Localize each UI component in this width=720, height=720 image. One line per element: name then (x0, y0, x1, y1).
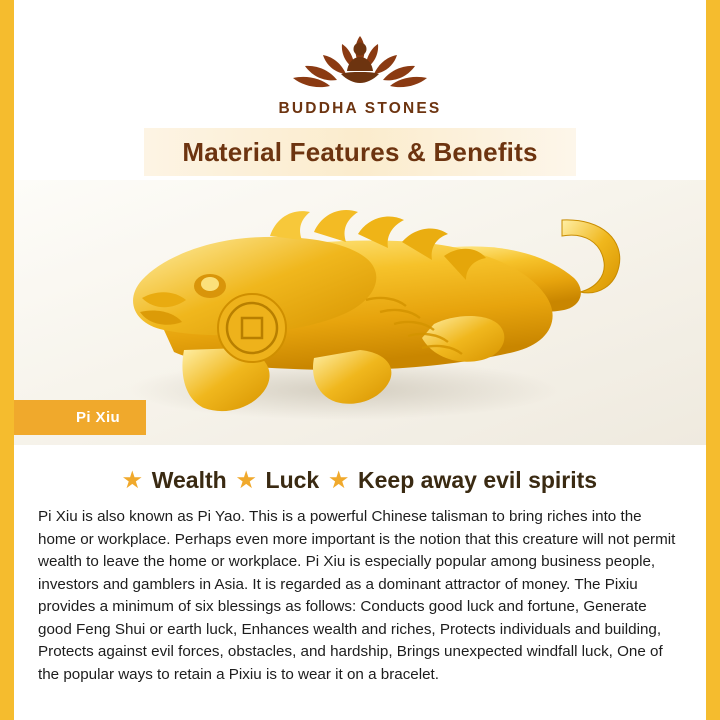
benefit-item-evil-spirits: Keep away evil spirits (358, 467, 598, 493)
star-icon: ★ (236, 469, 256, 492)
title-band (144, 128, 576, 176)
page-title: Material Features & Benefits (182, 136, 538, 167)
star-icon: ★ (122, 469, 142, 492)
image-caption: Pi Xiu (14, 400, 146, 435)
benefit-item-wealth: Wealth (151, 467, 227, 493)
benefit-item-luck: Luck (265, 467, 320, 493)
description-text: Pi Xiu is also known as Pi Yao. This is a powerful Chinese talisman to bring riches into the home or workplace. Perhaps even more important is the notion that this creature will not permit wealth to leave the home or workplace. Pi Xiu is especially popular among business people, investors and gamblers in Asia. It is regarded as a dominant attractor of money. The Pixiu provides a minimum of six blessings as follows: Conducts good luck and fortune, Generate good Feng Shui or earth luck, Enhances wealth and riches, Protects individuals and building, Protects against evil forces, obstacles, and hardship, Brings unexpected windfall luck, One of the popular ways to retain a Pixiu is to wear it on a bracelet. (38, 508, 676, 683)
benefit-headline (36, 467, 684, 494)
brand-name: BUDDHA STONES (278, 100, 442, 117)
brand-logo (279, 22, 442, 118)
header (14, 0, 706, 180)
benefits-section (14, 445, 706, 686)
lotus-meditation-icon (285, 22, 435, 94)
product-image (14, 180, 706, 445)
star-icon: ★ (329, 469, 349, 492)
